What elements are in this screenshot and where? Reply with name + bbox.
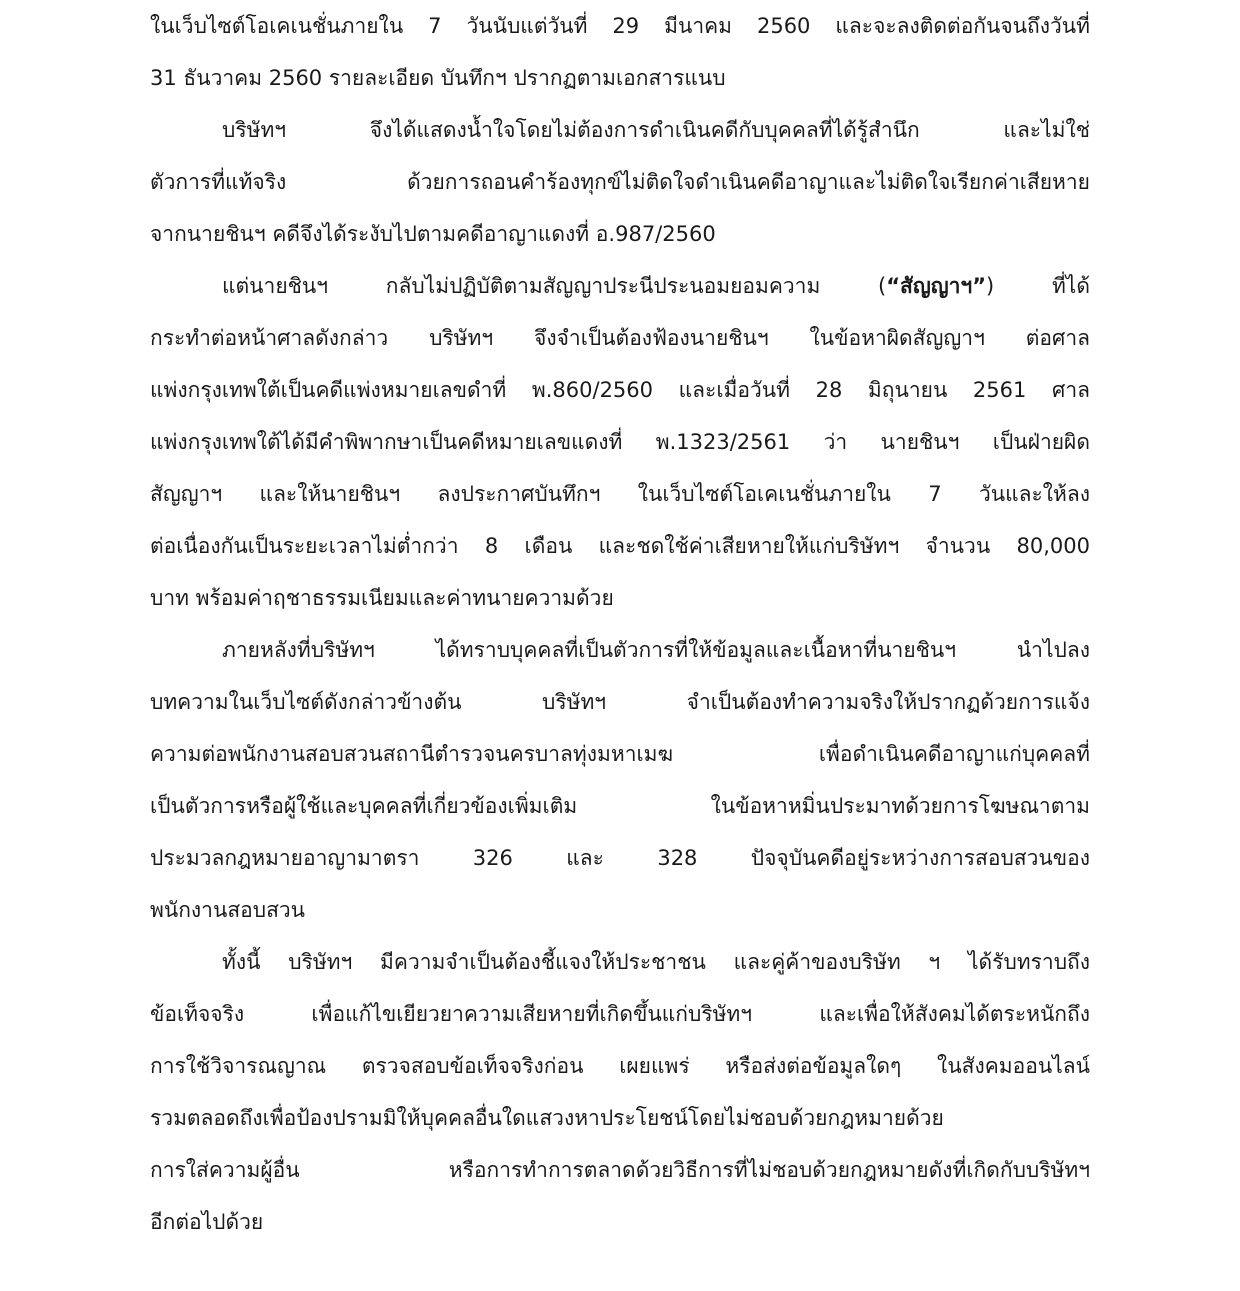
text-line: รวมตลอดถึงเพื่อป้องปรามมิให้บุคคลอื่นใดแสวงหาประโยชน์โดยไม่ชอบด้วยกฎหมายด้วย xyxy=(150,1106,944,1130)
text-line: ภายหลังที่บริษัทฯ ได้ทราบบุคคลที่เป็นตัวการที่ให้ข้อมูลและเนื้อหาที่นายชินฯ นำไปลง xyxy=(222,638,1090,662)
text-line: ในเว็บไซต์โอเคเนชั่นภายใน 7 วันนับแต่วันที่ 29 มีนาคม 2560 และจะลงติดต่อกันจนถึงวันที่ xyxy=(150,14,1090,38)
text-segment: แต่นายชินฯ กลับไม่ปฏิบัติตามสัญญาประนีประนอมยอมความ ( xyxy=(222,274,887,298)
text-line: บทความในเว็บไซต์ดังกล่าวข้างต้น บริษัทฯ จำเป็นต้องทำความจริงให้ปรากฏด้วยการแจ้ง xyxy=(150,690,1090,714)
text-segment: ) ที่ได้ xyxy=(986,274,1090,298)
defined-term: “สัญญาฯ” xyxy=(886,274,987,298)
text-line xyxy=(222,266,1090,306)
text-line: พนักงานสอบสวน xyxy=(150,898,306,922)
text-line: จากนายชินฯ คดีจึงได้ระงับไปตามคดีอาญาแดงที่ อ.987/2560 xyxy=(150,222,716,246)
text-line: ข้อเท็จจริง เพื่อแก้ไขเยียวยาความเสียหายที่เกิดขึ้นแก่บริษัทฯ และเพื่อให้สังคมได้ตระหนักถึง xyxy=(150,1002,1090,1026)
text-line: ประมวลกฎหมายอาญามาตรา 326 และ 328 ปัจจุบันคดีอยู่ระหว่างการสอบสวนของ xyxy=(150,846,1090,870)
text-line: การใส่ความผู้อื่น หรือการทำการตลาดด้วยวิธีการที่ไม่ชอบด้วยกฎหมายดังที่เกิดกับบริษัทฯ xyxy=(150,1158,1090,1182)
text-line: แพ่งกรุงเทพใต้เป็นคดีแพ่งหมายเลขดำที่ พ.860/2560 และเมื่อวันที่ 28 มิถุนายน 2561 ศาล xyxy=(150,378,1090,402)
text-line: ทั้งนี้ บริษัทฯ มีความจำเป็นต้องชี้แจงให้ประชาชน และคู่ค้าของบริษัท ฯ ได้รับทราบถึง xyxy=(222,950,1090,974)
text-line: การใช้วิจารณญาณ ตรวจสอบข้อเท็จจริงก่อน เผยแพร่ หรือส่งต่อข้อมูลใดๆ ในสังคมออนไลน์ xyxy=(150,1054,1090,1078)
text-line: แพ่งกรุงเทพใต้ได้มีคำพิพากษาเป็นคดีหมายเลขแดงที่ พ.1323/2561 ว่า นายชินฯ เป็นฝ่ายผิด xyxy=(150,430,1090,454)
text-line: 31 ธันวาคม 2560 รายละเอียด บันทึกฯ ปรากฏตามเอกสารแนบ xyxy=(150,66,726,90)
text-line: ความต่อพนักงานสอบสวนสถานีตำรวจนครบาลทุ่งมหาเมฆ เพื่อดำเนินคดีอาญาแก่บุคคลที่ xyxy=(150,742,1090,766)
text-line: บริษัทฯ จึงได้แสดงน้ำใจโดยไม่ต้องการดำเนินคดีกับบุคคลที่ได้รู้สำนึก และไม่ใช่ xyxy=(222,118,1090,142)
text-line: อีกต่อไปด้วย xyxy=(150,1210,264,1234)
text-line: บาท พร้อมค่าฤชาธรรมเนียมและค่าทนายความด้วย xyxy=(150,586,614,610)
text-line: สัญญาฯ และให้นายชินฯ ลงประกาศบันทึกฯ ในเว็บไซต์โอเคเนชั่นภายใน 7 วันและให้ลง xyxy=(150,482,1090,506)
text-line: ตัวการที่แท้จริง ด้วยการถอนคำร้องทุกข์ไม่ติดใจดำเนินคดีอาญาและไม่ติดใจเรียกค่าเสียหาย xyxy=(150,170,1090,194)
text-line: กระทำต่อหน้าศาลดังกล่าว บริษัทฯ จึงจำเป็นต้องฟ้องนายชินฯ ในข้อหาผิดสัญญาฯ ต่อศาล xyxy=(150,326,1090,350)
text-line: ต่อเนื่องกันเป็นระยะเวลาไม่ต่ำกว่า 8 เดือน และชดใช้ค่าเสียหายให้แก่บริษัทฯ จำนวน 80,000 xyxy=(150,534,1090,558)
text-line: เป็นตัวการหรือผู้ใช้และบุคคลที่เกี่ยวข้องเพิ่มเติม ในข้อหาหมิ่นประมาทด้วยการโฆษณาตาม xyxy=(150,794,1090,818)
